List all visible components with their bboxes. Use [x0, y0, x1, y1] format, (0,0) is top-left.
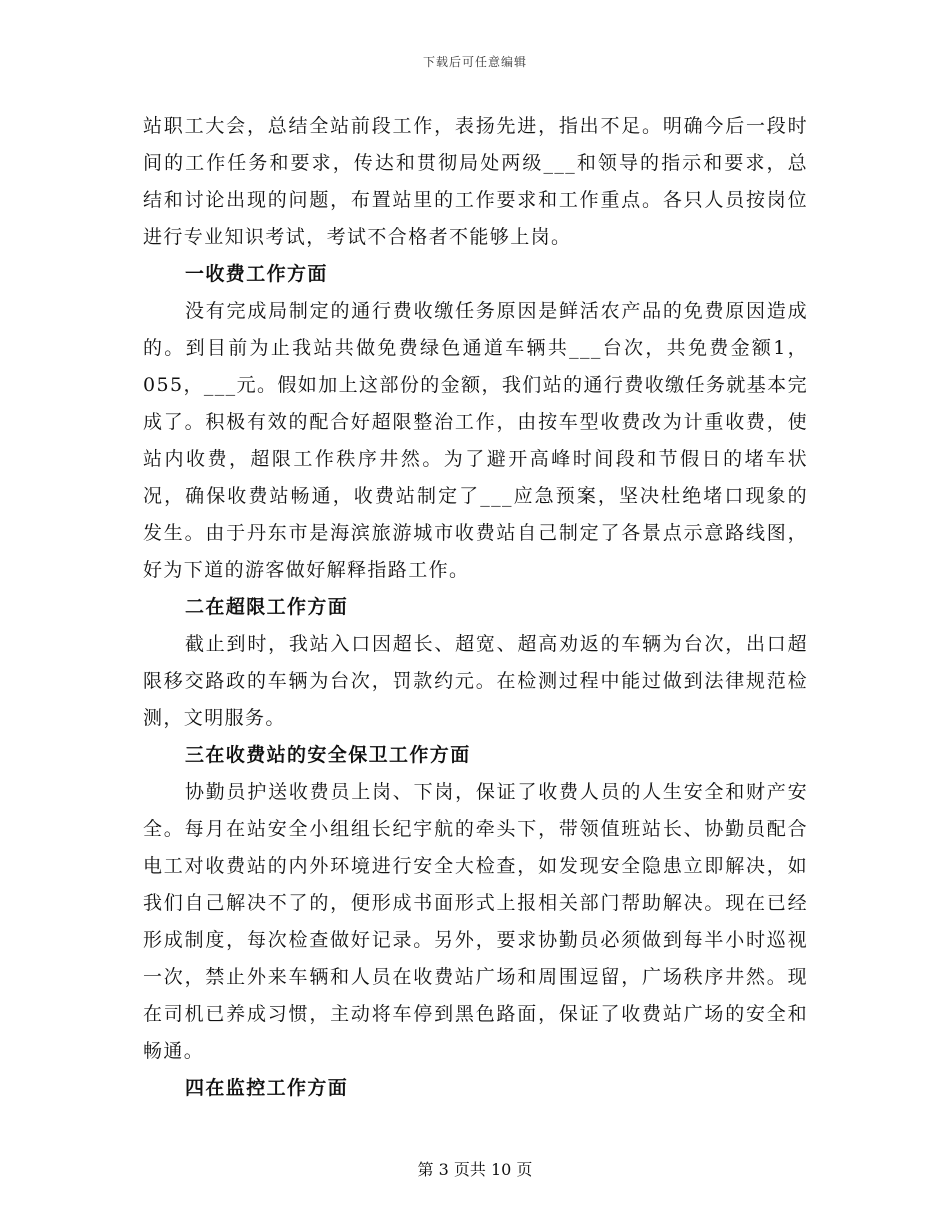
intro-paragraph: 站职工大会，总结全站前段工作，表扬先进，指出不足。明确今后一段时间的工作任务和要求，传达和贯彻局处两级___和领导的指示和要求，总结和讨论出现的问题，布置站里的工作要求和工作重点。各只人员按岗位进行专业知识考试，考试不合格者不能够上岗。: [143, 115, 808, 248]
section-paragraph-toll: 没有完成局制定的通行费收缴任务原因是鲜活农产品的免费原因造成的。到目前为止我站共做免费绿色通道车辆共___台次，共免费金额1，055，___元。假如加上这部份的金额，我们站的通行费收缴任务就基本完成了。积极有效的配合好超限整治工作，由按车型收费改为计重收费，使站内收费，超限工作秩序井然。为了避开高峰时间段和节假日的堵车状况，确保收费站畅通，收费站制定了___应急预案，坚决杜绝堵口现象的发生。由于丹东市是海滨旅游城市收费站自己制定了各景点示意路线图，好为下道的游客做好解释指路工作。: [143, 300, 808, 581]
section-heading-security: 三在收费站的安全保卫工作方面: [185, 744, 471, 766]
section-heading-toll: 一收费工作方面: [185, 263, 328, 285]
section-paragraph-security: 协勤员护送收费员上岗、下岗，保证了收费人员的人生安全和财产安全。每月在站安全小组组长纪宇航的牵头下，带领值班站长、协勤员配合电工对收费站的内外环境进行安全大检查，如发现安全隐患立即解决，如我们自己解决不了的，便形成书面形式上报相关部门帮助解决。现在已经形成制度，每次检查做好记录。另外，要求协勤员必须做到每半小时巡视一次，禁止外来车辆和人员在收费站广场和周围逗留，广场秩序井然。现在司机已养成习惯，主动将车停到黑色路面，保证了收费站广场的安全和畅通。: [143, 781, 808, 1062]
section-heading-overload: 二在超限工作方面: [185, 596, 349, 618]
section-heading-monitoring: 四在监控工作方面: [185, 1077, 349, 1099]
page-footer: 第 3 页共 10 页: [417, 1160, 533, 1179]
section-paragraph-overload: 截止到时，我站入口因超长、超宽、超高劝返的车辆为台次，出口超限移交路政的车辆为台次，罚款约元。在检测过程中能过做到法律规范检测，文明服务。: [143, 633, 808, 729]
page-header: 下载后可任意编辑: [422, 55, 527, 69]
document-body: [143, 108, 808, 1107]
